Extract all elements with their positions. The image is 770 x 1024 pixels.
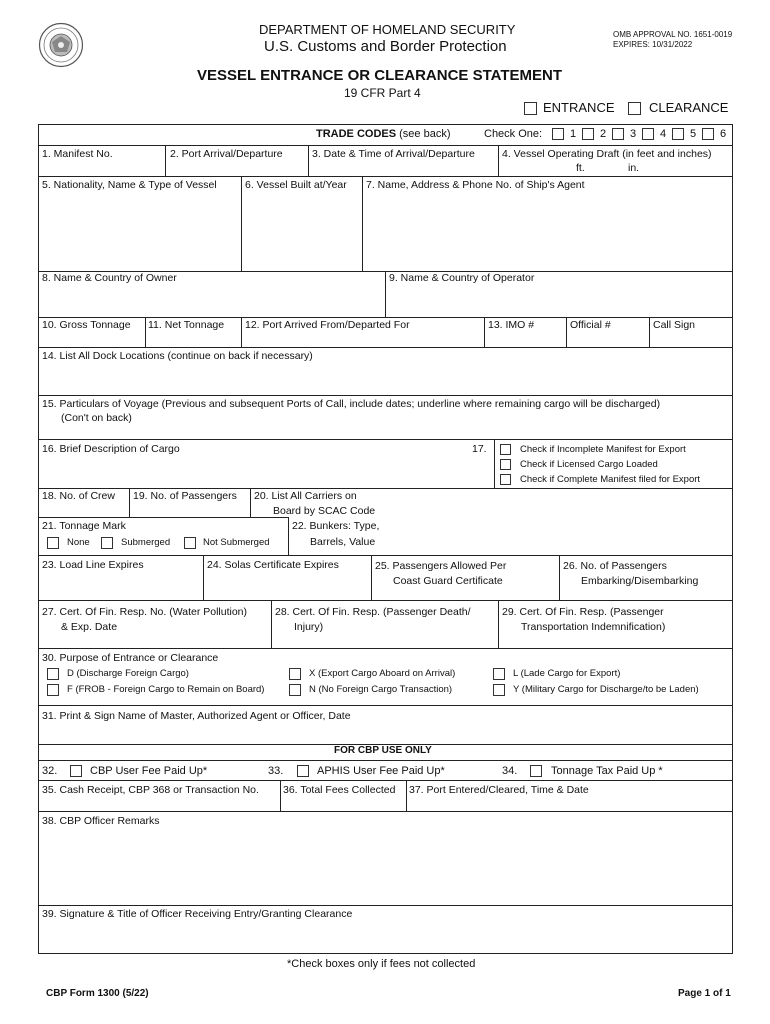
cbp-user-fee-checkbox[interactable] — [70, 765, 82, 777]
field-22-barrels-label: Barrels, Value — [310, 536, 376, 548]
field-3-date-time[interactable]: 3. Date & Time of Arrival/Departure — [312, 148, 475, 160]
field-5-nationality-name-type[interactable]: 5. Nationality, Name & Type of Vessel — [42, 179, 217, 191]
field-38-officer-remarks[interactable]: 38. CBP Officer Remarks — [42, 815, 160, 827]
trade-codes-label: TRADE CODES (see back) — [316, 128, 451, 140]
trade-code-6-checkbox[interactable] — [702, 128, 714, 140]
field-27-exp-date-label: & Exp. Date — [61, 621, 118, 633]
licensed-cargo-checkbox[interactable] — [500, 459, 511, 470]
field-18-crew[interactable]: 18. No. of Crew — [42, 490, 115, 502]
field-1-manifest-no[interactable]: 1. Manifest No. — [42, 148, 113, 160]
incomplete-manifest-label: Check if Incomplete Manifest for Export — [520, 444, 686, 455]
field-6-vessel-built[interactable]: 6. Vessel Built at/Year — [245, 179, 347, 191]
purpose-d-checkbox[interactable] — [47, 668, 59, 680]
department-name: DEPARTMENT OF HOMELAND SECURITY — [259, 22, 516, 37]
tonnage-not-submerged-label: Not Submerged — [203, 537, 270, 548]
field-20-scac-label: Board by SCAC Code — [273, 505, 376, 517]
licensed-cargo-label: Check if Licensed Cargo Loaded — [520, 459, 658, 470]
incomplete-manifest-checkbox[interactable] — [500, 444, 511, 455]
purpose-y-checkbox[interactable] — [493, 684, 505, 696]
field-35-cash-receipt[interactable]: 35. Cash Receipt, CBP 368 or Transaction No. — [42, 784, 259, 796]
field-4-feet-label: ft. — [576, 162, 585, 174]
field-10-gross-tonnage[interactable]: 10. Gross Tonnage — [42, 319, 131, 331]
field-16-cargo-description[interactable]: 16. Brief Description of Cargo — [42, 443, 180, 455]
complete-manifest-label: Check if Complete Manifest filed for Export — [520, 474, 701, 485]
aphis-user-fee-checkbox[interactable] — [297, 765, 309, 777]
field-33-label: 33. — [268, 765, 284, 777]
field-25-passengers-allowed[interactable]: 25. Passengers Allowed Per — [375, 560, 507, 572]
tonnage-submerged-checkbox[interactable] — [101, 537, 113, 549]
tonnage-tax-label: Tonnage Tax Paid Up * — [551, 765, 663, 777]
field-7-ships-agent[interactable]: 7. Name, Address & Phone No. of Ship's Agent — [366, 179, 585, 191]
field-4-operating-draft[interactable]: 4. Vessel Operating Draft (in feet and inches) — [502, 148, 712, 160]
field-26-embarking[interactable]: 26. No. of Passengers — [563, 560, 667, 572]
purpose-x-label: X (Export Cargo Aboard on Arrival) — [309, 668, 456, 679]
field-34-label: 34. — [502, 765, 518, 777]
purpose-f-label: F (FROB - Foreign Cargo to Remain on Board) — [67, 684, 265, 695]
trade-code-5-label: 5 — [690, 128, 697, 140]
omb-approval: OMB APPROVAL NO. 1651-0019 — [613, 30, 733, 39]
field-4-inches-label: in. — [628, 162, 640, 174]
purpose-x-checkbox[interactable] — [289, 668, 301, 680]
field-19-passengers[interactable]: 19. No. of Passengers — [133, 490, 237, 502]
field-17-label: 17. — [472, 443, 487, 455]
trade-code-1-label: 1 — [570, 128, 577, 140]
field-21-tonnage-mark: 21. Tonnage Mark — [42, 520, 126, 532]
trade-code-3-label: 3 — [630, 128, 637, 140]
purpose-f-checkbox[interactable] — [47, 684, 59, 696]
purpose-l-checkbox[interactable] — [493, 668, 505, 680]
trade-code-3-checkbox[interactable] — [612, 128, 624, 140]
tonnage-tax-checkbox[interactable] — [530, 765, 542, 777]
footnote: *Check boxes only if fees not collected — [287, 958, 476, 970]
omb-expires: EXPIRES: 10/31/2022 — [613, 40, 693, 49]
field-13-imo[interactable]: 13. IMO # — [488, 319, 535, 331]
field-32-label: 32. — [42, 765, 58, 777]
field-29-transportation[interactable]: 29. Cert. Of Fin. Resp. (Passenger — [502, 606, 664, 618]
purpose-y-label: Y (Military Cargo for Discharge/to be Laden) — [513, 684, 699, 695]
entrance-label: ENTRANCE — [543, 100, 615, 115]
field-25-coast-guard-label: Coast Guard Certificate — [393, 575, 503, 587]
complete-manifest-checkbox[interactable] — [500, 474, 511, 485]
purpose-d-label: D (Discharge Foreign Cargo) — [67, 668, 189, 679]
field-26-embarking-label: Embarking/Disembarking — [581, 575, 699, 587]
field-official-number[interactable]: Official # — [570, 319, 611, 331]
tonnage-not-submerged-checkbox[interactable] — [184, 537, 196, 549]
field-31-signature-master[interactable]: 31. Print & Sign Name of Master, Authorized Agent or Officer, Date — [42, 710, 351, 722]
tonnage-submerged-label: Submerged — [121, 537, 171, 548]
cbp-use-only-heading: FOR CBP USE ONLY — [334, 745, 432, 756]
field-2-port-arrival-departure[interactable]: 2. Port Arrival/Departure — [170, 148, 283, 160]
field-14-dock-locations[interactable]: 14. List All Dock Locations (continue on back if necessary) — [42, 350, 313, 362]
field-15-particulars-of-voyage[interactable]: 15. Particulars of Voyage (Previous and subsequent Ports of Call, include dates; underline where remaining cargo will be discharged) — [42, 398, 661, 410]
dhs-seal-icon — [38, 22, 84, 68]
trade-code-6-label: 6 — [720, 128, 727, 140]
field-9-operator[interactable]: 9. Name & Country of Operator — [389, 272, 535, 284]
trade-code-2-checkbox[interactable] — [582, 128, 594, 140]
field-24-solas[interactable]: 24. Solas Certificate Expires — [207, 559, 339, 571]
purpose-n-label: N (No Foreign Cargo Transaction) — [309, 684, 453, 695]
check-one-label: Check One: — [484, 128, 543, 140]
field-37-port-entered[interactable]: 37. Port Entered/Cleared, Time & Date — [409, 784, 589, 796]
field-39-officer-signature[interactable]: 39. Signature & Title of Officer Receiving Entry/Granting Clearance — [42, 908, 353, 920]
clearance-label: CLEARANCE — [649, 100, 729, 115]
field-36-total-fees[interactable]: 36. Total Fees Collected — [283, 784, 396, 796]
agency-name: U.S. Customs and Border Protection — [264, 38, 507, 55]
form-number: CBP Form 1300 (5/22) — [46, 988, 149, 999]
field-22-bunkers[interactable]: 22. Bunkers: Type, — [292, 520, 380, 532]
tonnage-none-label: None — [67, 537, 90, 548]
trade-code-4-label: 4 — [660, 128, 667, 140]
field-30-purpose: 30. Purpose of Entrance or Clearance — [42, 652, 219, 664]
field-29-indemnification-label: Transportation Indemnification) — [521, 621, 666, 633]
field-11-net-tonnage[interactable]: 11. Net Tonnage — [148, 319, 225, 331]
field-28-injury-label: Injury) — [294, 621, 324, 633]
clearance-checkbox[interactable] — [628, 102, 641, 115]
field-20-carriers[interactable]: 20. List All Carriers on — [254, 490, 357, 502]
field-12-port-from-for[interactable]: 12. Port Arrived From/Departed For — [245, 319, 410, 331]
purpose-n-checkbox[interactable] — [289, 684, 301, 696]
field-27-water-pollution[interactable]: 27. Cert. Of Fin. Resp. No. (Water Pollution) — [42, 606, 248, 618]
trade-code-4-checkbox[interactable] — [642, 128, 654, 140]
page-number: Page 1 of 1 — [678, 988, 731, 999]
purpose-l-label: L (Lade Cargo for Export) — [513, 668, 621, 679]
form-title: VESSEL ENTRANCE OR CLEARANCE STATEMENT — [197, 67, 563, 84]
tonnage-none-checkbox[interactable] — [47, 537, 59, 549]
field-28-passenger-death[interactable]: 28. Cert. Of Fin. Resp. (Passenger Death/ — [275, 606, 471, 618]
trade-code-5-checkbox[interactable] — [672, 128, 684, 140]
aphis-user-fee-label: APHIS User Fee Paid Up* — [317, 765, 445, 777]
field-call-sign[interactable]: Call Sign — [653, 319, 696, 331]
cfr-reference: 19 CFR Part 4 — [344, 86, 421, 100]
field-15-continued-note: (Con't on back) — [61, 412, 132, 424]
trade-code-1-checkbox[interactable] — [552, 128, 564, 140]
field-23-load-line[interactable]: 23. Load Line Expires — [42, 559, 144, 571]
entrance-checkbox[interactable] — [524, 102, 537, 115]
trade-code-2-label: 2 — [600, 128, 607, 140]
field-8-owner[interactable]: 8. Name & Country of Owner — [42, 272, 177, 284]
cbp-user-fee-label: CBP User Fee Paid Up* — [90, 765, 208, 777]
